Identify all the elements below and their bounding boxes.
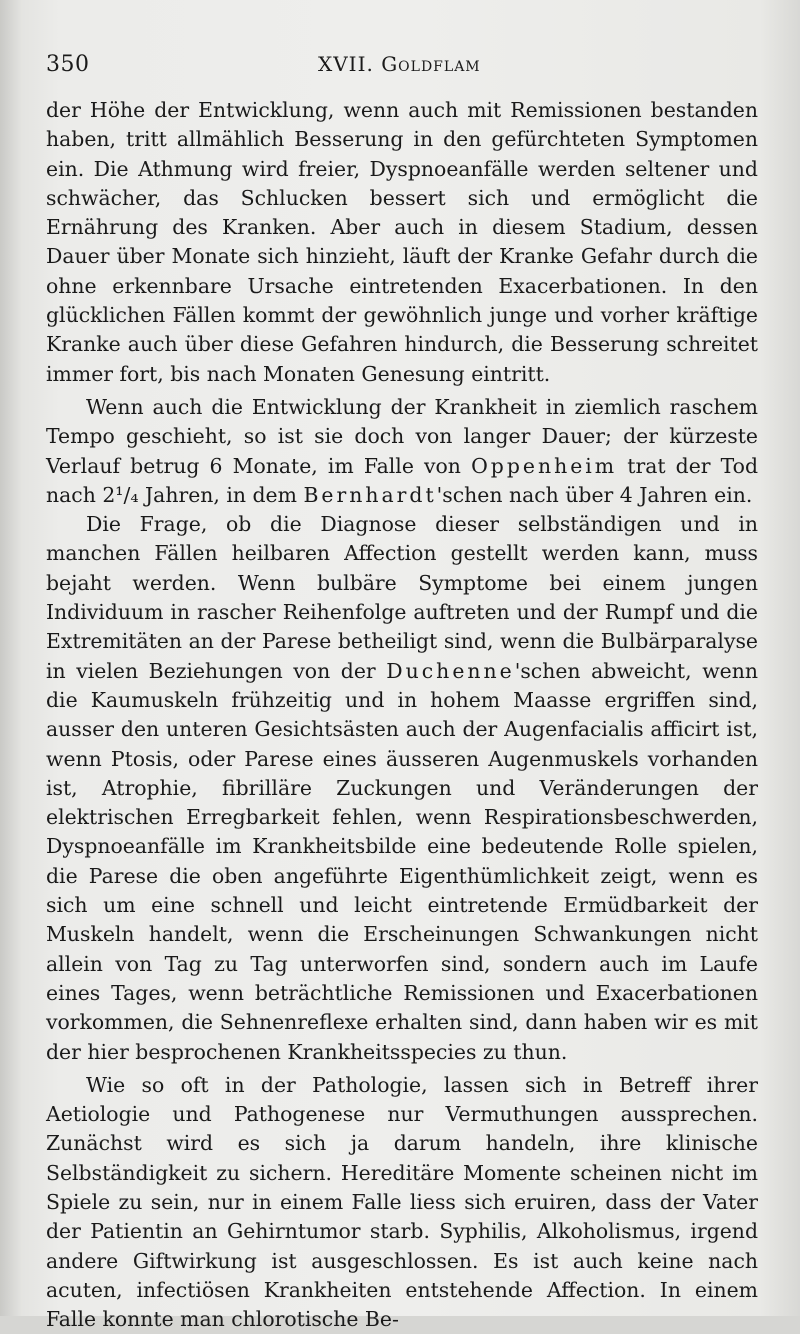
- paragraph-3-part-2: 'schen abweicht, wenn die Kaumuskeln frühzeitig und in hohem Maasse ergriffen sind, ausser den unteren Gesichtsästen auch der Augenfacialis afficirt ist, wenn Ptosis, oder Parese eines äusseren Augenmuskels vorhanden ist, Atrophie, fibrilläre Zuckungen und Veränderungen der elektrischen Erregbarkeit fehlen, wenn Respirationsbeschwerden, Dyspnoeanfälle im Krankheitsbilde eine bedeutende Rolle spielen, die Parese die oben angeführte Eigenthümlichkeit zeigt, wenn es sich um eine schnell und leicht eintretende Ermüdbarkeit der Muskeln handelt, wenn die Erscheinungen Schwankungen nicht allein von Tag zu Tag unterworfen sind, sondern auch im Laufe eines Tages, wenn beträchtliche Remissionen und Exacerbationen vorkommen, die Sehnenreflexe erhalten sind, dann haben wir es mit der hier besprochenen Krankheitsspecies zu thun.: [46, 658, 758, 1064]
- paragraph-2-part-3: 'schen nach über 4 Jahren ein.: [436, 482, 753, 507]
- paragraph-2-part-2: trat der Tod nach 2¹/₄ Jahren, in dem: [46, 453, 758, 507]
- paragraph-2-part-1: Wenn auch die Entwicklung der Krankheit in ziemlich raschem Tempo geschieht, so ist sie doch von langer Dauer; der kürzeste Verlauf betrug 6 Monate, im Falle von: [46, 394, 758, 478]
- paragraph-2: [46, 393, 758, 510]
- chapter-author: Goldflam: [381, 52, 481, 76]
- author-name-oppenheim: Oppenheim: [471, 453, 618, 478]
- paragraph-1: der Höhe der Entwicklung, wenn auch mit Remissionen bestanden haben, tritt allmählich Besserung in den gefürchteten Symptomen ein. Die Athmung wird freier, Dyspnoeanfälle werden seltener und schwächer, das Schlucken bessert sich und ermöglicht die Ernährung des Kranken. Aber auch in diesem Stadium, dessen Dauer über Monate sich hinzieht, läuft der Kranke Gefahr durch die ohne erkennbare Ursache eintretenden Exacerbationen. In den glücklichen Fällen kommt der gewöhnlich junge und vorher kräftige Kranke auch über diese Gefahren hindurch, die Besserung schreitet immer fort, bis nach Monaten Genesung eintritt.: [46, 98, 758, 386]
- page-header: [46, 52, 756, 82]
- paragraph-3-part-1: Die Frage, ob die Diagnose dieser selbständigen und in manchen Fällen heilbaren Affection gestellt werden kann, muss bejaht werden. Wenn bulbäre Symptome bei einem jungen Individuum in rascher Reihenfolge auftreten und der Rumpf und die Extremitäten an der Parese betheiligt sind, wenn die Bulbärparalyse in vielen Beziehungen von der: [46, 512, 758, 683]
- paragraph-4: Wie so oft in der Pathologie, lassen sich in Betreff ihrer Aetiologie und Pathogenese nur Vermuthungen aussprechen. Zunächst wird es sich ja darum handeln, ihre klinische Selbständigkeit zu sichern. Hereditäre Momente scheinen nicht im Spiele zu sein, nur in einem Falle liess sich eruiren, dass der Vater der Patientin an Gehirntumor starb. Syphilis, Alkoholismus, irgend andere Giftwirkung ist ausgeschlossen. Es ist auch keine nach acuten, infectiösen Krankheiten entstehende Affection. In einem Falle konnte man chlorotische Be-: [46, 1072, 758, 1332]
- paragraph-3: [46, 510, 758, 1067]
- author-name-duchenne: Duchenne: [386, 658, 515, 683]
- page-number: 350: [46, 52, 90, 77]
- running-head: [318, 52, 481, 76]
- body-text: [46, 96, 758, 1334]
- chapter-number: XVII.: [318, 52, 382, 76]
- author-name-bernhardt: Bernhardt: [303, 482, 437, 507]
